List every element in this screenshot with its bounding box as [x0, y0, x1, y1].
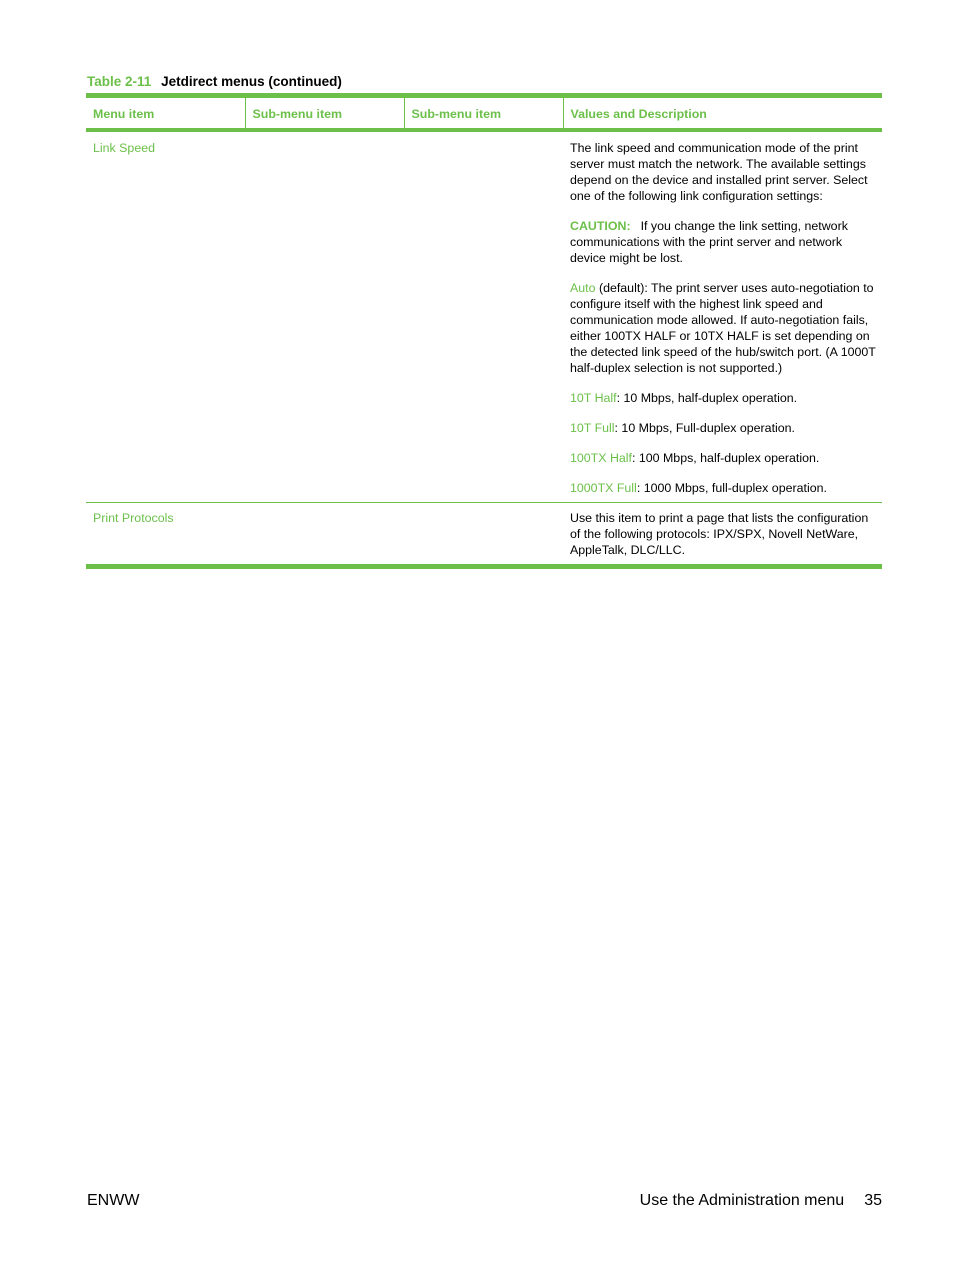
footer-right	[640, 1192, 882, 1210]
header-values-description: Values and Description	[563, 96, 882, 131]
description-cell	[563, 503, 882, 567]
empty-cell	[404, 130, 563, 503]
option-name[interactable]: 10T Half	[570, 391, 617, 405]
option-name[interactable]: 10T Full	[570, 421, 615, 435]
option-100tx-half	[570, 450, 876, 466]
caution-label: CAUTION:	[570, 219, 631, 233]
option-name[interactable]: Auto	[570, 281, 596, 295]
print-protocols-description: Use this item to print a page that lists the configuration of the following protocols: IPX/SPX, Novell NetWare, AppleTalk, DLC/LLC.	[570, 511, 869, 557]
description-cell	[563, 130, 882, 503]
jetdirect-menus-table	[86, 93, 882, 569]
option-10t-full	[570, 420, 876, 436]
option-name[interactable]: 1000TX Full	[570, 481, 637, 495]
option-1000tx-full	[570, 480, 876, 496]
table-caption	[87, 74, 342, 89]
header-sub-menu-item-1: Sub-menu item	[245, 96, 404, 131]
caution-text: If you change the link setting, network communications with the print server and network device might be lost.	[570, 219, 848, 265]
page-number: 35	[864, 1192, 882, 1209]
table-number: Table 2-11	[87, 74, 152, 89]
menu-item-print-protocols[interactable]: Print Protocols	[93, 511, 174, 525]
table-title: Jetdirect menus (continued)	[161, 74, 342, 89]
option-auto	[570, 280, 876, 376]
empty-cell	[245, 503, 404, 567]
table-row	[86, 503, 882, 567]
option-text: : 1000 Mbps, full-duplex operation.	[636, 481, 827, 495]
footer-section-title: Use the Administration menu	[639, 1192, 845, 1209]
option-text: : 10 Mbps, half-duplex operation.	[616, 391, 798, 405]
option-name[interactable]: 100TX Half	[570, 451, 632, 465]
header-sub-menu-item-2: Sub-menu item	[404, 96, 563, 131]
option-10t-half	[570, 390, 876, 406]
option-text: : 100 Mbps, half-duplex operation.	[631, 451, 820, 465]
menu-item-link-speed[interactable]: Link Speed	[93, 141, 156, 155]
empty-cell	[404, 503, 563, 567]
table-row	[86, 130, 882, 503]
option-text: (default): The print server uses auto-negotiation to configure itself with the highest link speed and communication mode allowed. If auto-negotiation fails, either 100TX HALF or 10TX HALF is set depending on the detected link speed of the hub/switch port. (A 1000T half-duplex selection is not supported.)	[570, 281, 876, 375]
link-speed-intro: The link speed and communication mode of the print server must match the network. The available settings depend on the device and installed print server. Select one of the following link configuration settings:	[570, 141, 868, 203]
footer-left: ENWW	[87, 1192, 140, 1209]
header-menu-item: Menu item	[93, 107, 155, 121]
table-header-row	[86, 96, 882, 131]
option-text: : 10 Mbps, Full-duplex operation.	[614, 421, 795, 435]
empty-cell	[245, 130, 404, 503]
caution-note	[570, 218, 876, 266]
